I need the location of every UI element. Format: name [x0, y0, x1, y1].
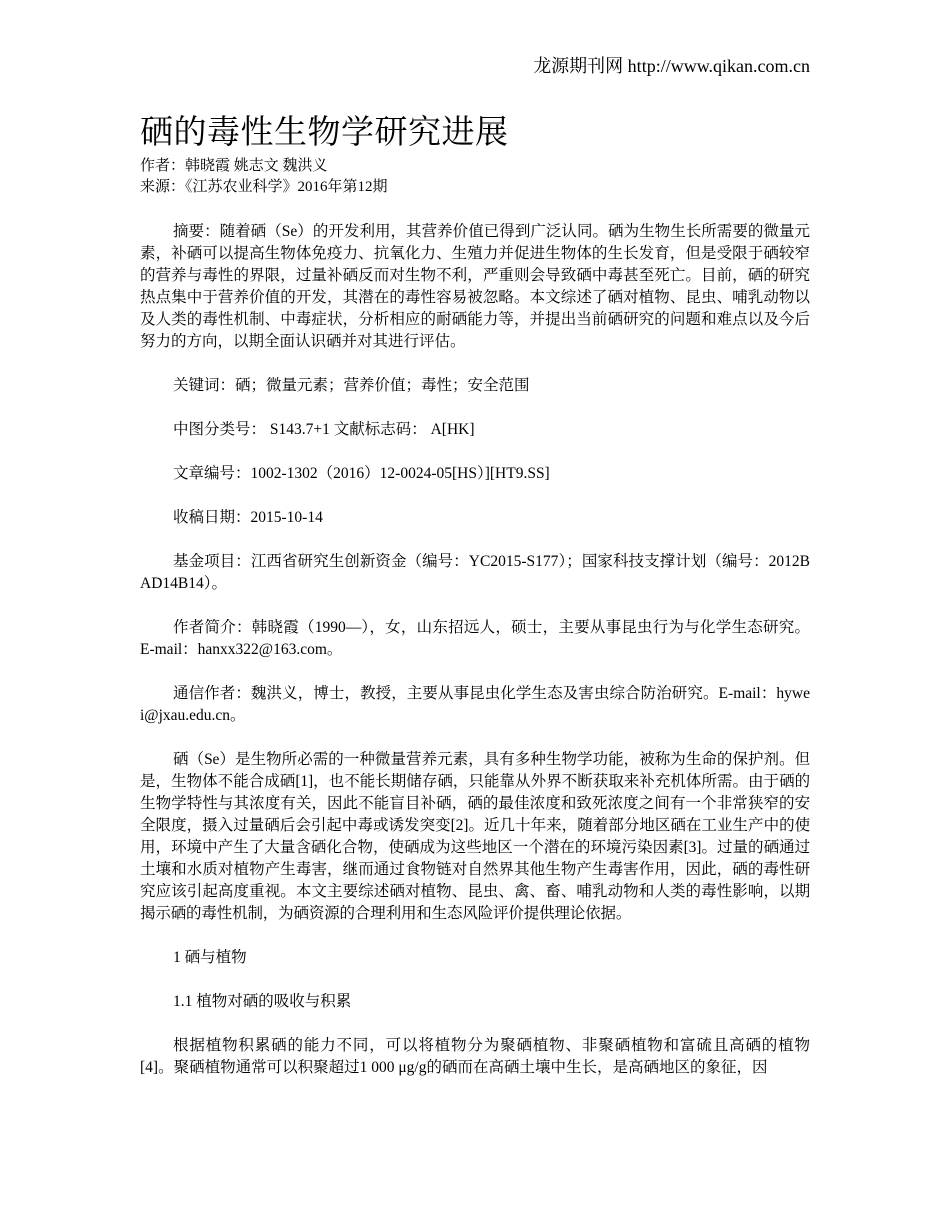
article-content: [140, 113, 810, 1079]
keywords-paragraph: 关键词：硒；微量元素；营养价值；毒性；安全范围: [173, 377, 530, 394]
classification-paragraph: 中图分类号： S143.7+1 文献标志码： A[HK]: [173, 421, 475, 438]
intro-paragraph: 硒（Se）是生物所必需的一种微量营养元素，具有多种生物学功能，被称为生命的保护剂。但是，生物体不能合成硒[1]，也不能长期储存硒，只能靠从外界不断获取来补充机体所需。由于硒的生物学特性与其浓度有关，因此不能盲目补硒，硒的最佳浓度和致死浓度之间有一个非常狭窄的安全限度，摄入过量硒后会引起中毒或诱发突变[2]。近几十年来，随着部分地区硒在工业生产中的使用，环境中产生了大量含硒化合物，使硒成为这些地区一个潜在的环境污染因素[3]。过量的硒通过土壤和水质对植物产生毒害，继而通过食物链对自然界其他生物产生毒害作用，因此，硒的毒性研究应该引起高度重视。本文主要综述硒对植物、昆虫、禽、畜、哺乳动物和人类的毒性影响，以期揭示硒的毒性机制，为硒资源的合理利用和生态风险评价提供理论依据。: [140, 751, 810, 922]
received-date-paragraph: 收稿日期：2015-10-14: [173, 509, 323, 526]
corresponding-author-paragraph: 通信作者：魏洪义，博士，教授，主要从事昆虫化学生态及害虫综合防治研究。E-mail：hywei@jxau.edu.cn。: [140, 685, 810, 724]
site-header: 龙源期刊网 http://www.qikan.com.cn: [533, 56, 810, 76]
author-bio-paragraph: 作者简介：韩晓霞（1990—），女，山东招远人，硕士，主要从事昆虫行为与化学生态研究。E-mail：hanxx322@163.com。: [140, 619, 810, 658]
article-authors: 作者：韩晓霞 姚志文 魏洪义: [140, 158, 328, 174]
article-source: 来源：《江苏农业科学》2016年第12期: [140, 179, 388, 195]
funding-paragraph: 基金项目：江西省研究生创新资金（编号：YC2015-S177）；国家科技支撑计划（编号：2012BAD14B14）。: [140, 553, 810, 592]
body-paragraph: 根据植物积累硒的能力不同，可以将植物分为聚硒植物、非聚硒植物和富硫且高硒的植物[4]。聚硒植物通常可以积聚超过1 000 μg/g的硒而在高硒土壤中生长，是高硒地区的象征，因: [140, 1037, 810, 1076]
subsection-heading: 1.1 植物对硒的吸收与积累: [173, 993, 352, 1010]
section-heading: 1 硒与植物: [173, 949, 247, 966]
article-title: 硒的毒性生物学研究进展: [140, 115, 509, 151]
article-number-paragraph: 文章编号：1002-1302（2016）12-0024-05[HS）][HT9.SS]: [173, 465, 550, 482]
abstract-paragraph: 摘要：随着硒（Se）的开发利用，其营养价值已得到广泛认同。硒为生物生长所需要的微量元素，补硒可以提高生物体免疫力、抗氧化力、生殖力并促进生物体的生长发育，但是受限于硒较窄的营养与毒性的界限，过量补硒反而对生物不利，严重则会导致硒中毒甚至死亡。目前，硒的研究热点集中于营养价值的开发，其潜在的毒性容易被忽略。本文综述了硒对植物、昆虫、哺乳动物以及人类的毒性机制、中毒症状，分析相应的耐硒能力等，并提出当前硒研究的问题和难点以及今后努力的方向，以期全面认识硒并对其进行评估。: [140, 223, 810, 350]
